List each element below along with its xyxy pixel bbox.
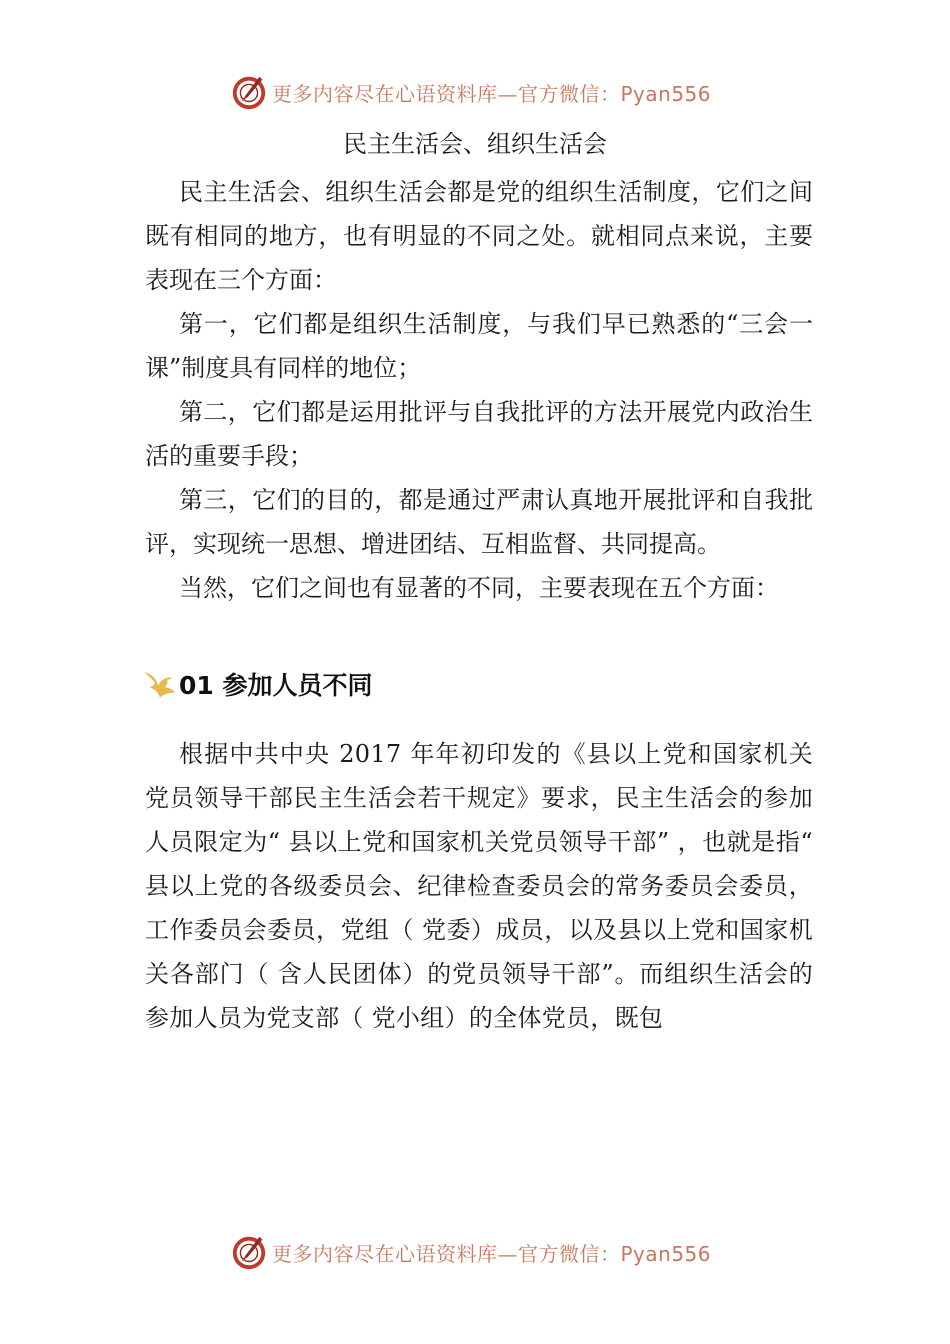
header-banner bbox=[230, 72, 750, 112]
quill-pen-logo-icon bbox=[230, 73, 268, 111]
header-banner-text bbox=[272, 78, 711, 107]
quill-pen-logo-icon bbox=[230, 1233, 268, 1271]
point-second-paragraph: 第二，它们都是运用批评与自我批评的方法开展党内政治生活的重要手段； bbox=[145, 398, 813, 470]
document-title: 民主生活会、组织生活会 bbox=[343, 130, 607, 158]
point-first-paragraph: 第一，它们都是组织生活制度，与我们早已熟悉的“三会一课”制度具有同样的地位； bbox=[145, 310, 813, 382]
header-banner-label: 更多内容尽在心语资料库—官方微信： bbox=[272, 81, 621, 106]
dove-icon bbox=[143, 667, 177, 701]
section-01-body: 根据中共中央 2017 年年初印发的《县以上党和国家机关党员领导干部民主生活会若干规定》要求，民主生活会的参加人员限定为“ 县以上党和国家机关党员领导干部” ，也就是指“ 县以上党的各级委员会、纪律检查委员会的常务委员会委员， 工作委员会委员，党组（ 党委）成员，以及县以上党和国家机关各部门（ 含人民团体）的党员领导干部”。而组织生活会的参加人员为党支部（ 党小组）的全体党员，既包 bbox=[145, 740, 813, 1032]
intro-paragraph: 民主生活会、组织生活会都是党的组织生活制度，它们之间既有相同的地方，也有明显的不同之处。就相同点来说，主要表现在三个方面： bbox=[145, 178, 813, 294]
footer-banner-label: 更多内容尽在心语资料库—官方微信： bbox=[272, 1241, 621, 1266]
footer-banner-text bbox=[272, 1238, 711, 1267]
section-01-heading bbox=[143, 662, 373, 706]
section-01-title: 01 参加人员不同 bbox=[179, 671, 373, 700]
differences-intro-paragraph: 当然，它们之间也有显著的不同，主要表现在五个方面： bbox=[179, 574, 779, 602]
point-third-paragraph: 第三，它们的目的，都是通过严肃认真地开展批评和自我批评，实现统一思想、增进团结、互相监督、共同提高。 bbox=[145, 486, 813, 558]
header-wechat-id: Pyan556 bbox=[620, 81, 712, 106]
footer-banner bbox=[230, 1232, 750, 1272]
footer-wechat-id: Pyan556 bbox=[620, 1241, 712, 1266]
